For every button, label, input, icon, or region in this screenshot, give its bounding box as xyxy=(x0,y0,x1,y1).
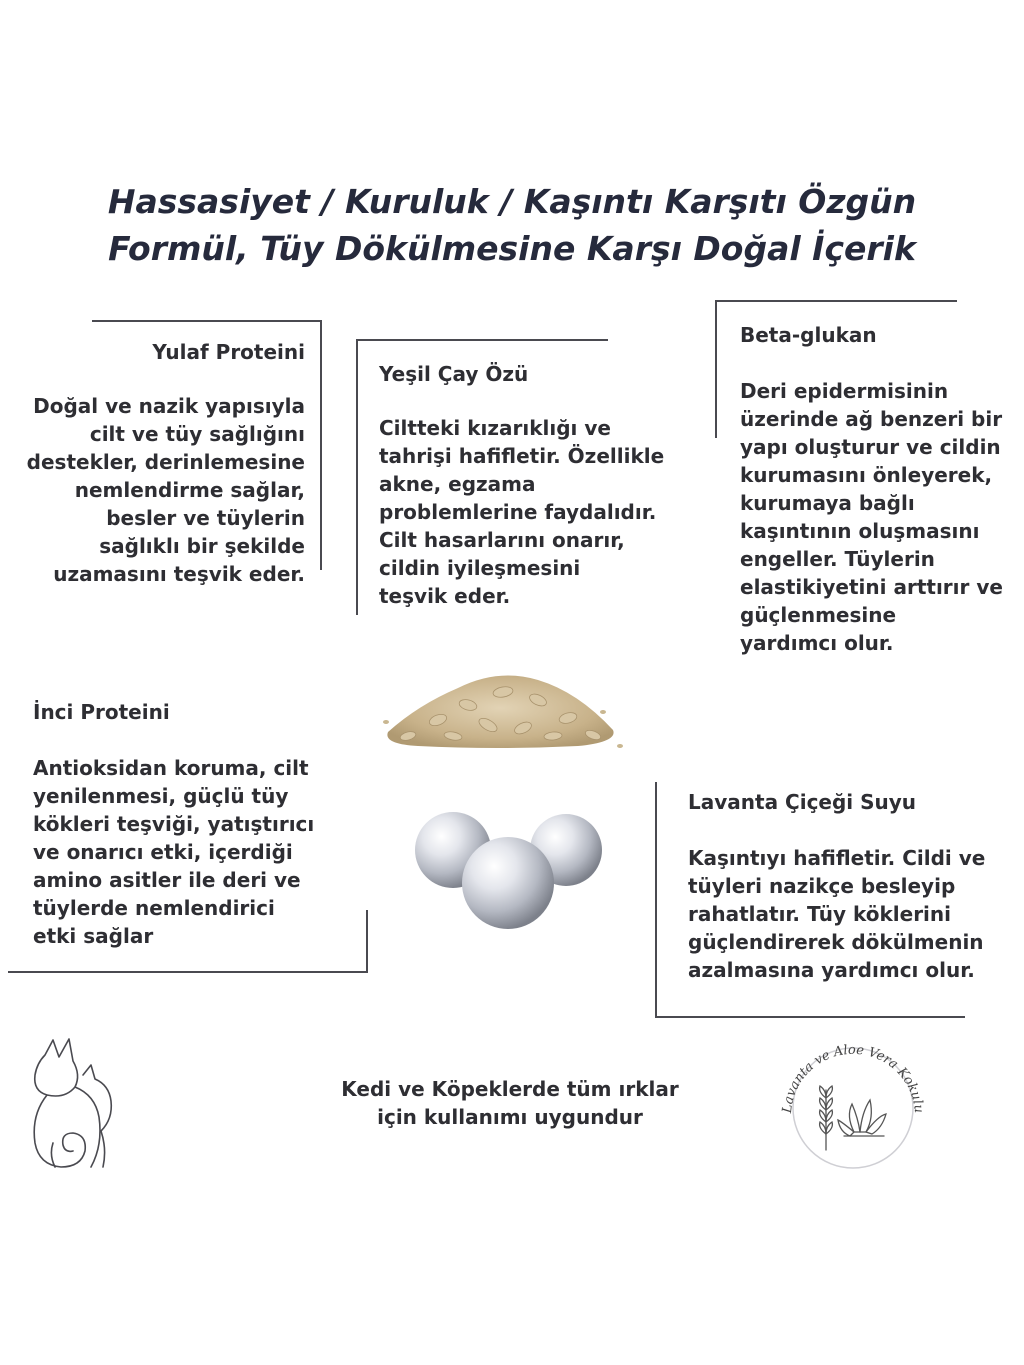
inci-line: Antioksidan koruma, cilt xyxy=(33,756,309,780)
beta-section xyxy=(740,323,1003,657)
lavanta-line: Kaşıntıyı hafifletir. Cildi ve xyxy=(688,846,986,870)
badge-text: Lavanta ve Aloe Vera Kokulu xyxy=(779,1042,927,1114)
yesil-cay-line: teşvik eder. xyxy=(379,584,511,608)
cat-dog-line-icon xyxy=(25,1035,125,1175)
lavanta-line: güçlendirerek dökülmenin xyxy=(688,930,984,954)
footer-line-1: Kedi ve Köpeklerde tüm ırklar xyxy=(341,1077,679,1101)
yesil-cay-line: Ciltteki kızarıklığı ve xyxy=(379,416,611,440)
lavanta-section xyxy=(688,790,985,984)
lavanta-line: rahatlatır. Tüy köklerini xyxy=(688,902,952,926)
inci-line: kökleri teşviği, yatıştırıcı xyxy=(33,812,315,836)
yesil-cay-heading: Yeşil Çay Özü xyxy=(379,362,529,386)
yesil-cay-line: akne, egzama xyxy=(379,472,536,496)
pearls-icon xyxy=(408,805,608,935)
title-line-1: Hassasiyet / Kuruluk / Kaşıntı Karşıtı Özgün xyxy=(107,182,917,221)
inci-heading: İnci Proteini xyxy=(33,700,170,724)
yulaf-line: destekler, derinlemesine xyxy=(26,450,305,474)
footer-note xyxy=(300,1075,720,1131)
inci-line: tüylerde nemlendirici xyxy=(33,896,275,920)
beta-line: elastikiyetini arttırır ve xyxy=(740,575,1003,599)
title-line-2: Formül, Tüy Dökülmesine Karşı Doğal İçerik xyxy=(108,229,916,268)
inci-bottom-line xyxy=(8,971,368,973)
yulaf-section xyxy=(0,340,305,588)
yulaf-heading: Yulaf Proteini xyxy=(152,340,305,364)
lavender-aloe-badge-icon xyxy=(778,1030,928,1180)
beta-top-line xyxy=(715,300,957,302)
lavanta-line: tüyleri nazikçe besleyip xyxy=(688,874,956,898)
lavanta-left-line xyxy=(655,782,657,1018)
aloe-icon xyxy=(849,1104,860,1132)
yulaf-line: nemlendirme sağlar, xyxy=(74,478,305,502)
beta-line: kurumasını önleyerek, xyxy=(740,463,993,487)
oat-flakes-icon xyxy=(378,650,628,750)
yulaf-line: uzamasını teşvik eder. xyxy=(53,562,305,586)
beta-line: yardımcı olur. xyxy=(740,631,894,655)
yesil-cay-line: tahrişi hafifletir. Özellikle xyxy=(379,444,665,468)
beta-line: engeller. Tüylerin xyxy=(740,547,935,571)
yesil-cay-top-line xyxy=(356,339,608,341)
lavanta-line: azalmasına yardımcı olur. xyxy=(688,958,975,982)
beta-left-line xyxy=(715,300,717,438)
beta-line: kaşıntının oluşmasını xyxy=(740,519,980,543)
yulaf-line: Doğal ve nazik yapısıyla xyxy=(33,394,305,418)
yulaf-line: cilt ve tüy sağlığını xyxy=(89,422,305,446)
inci-right-line xyxy=(366,910,368,973)
inci-line: etki sağlar xyxy=(33,924,154,948)
yesil-cay-line: cildin iyileşmesini xyxy=(379,556,581,580)
beta-heading: Beta-glukan xyxy=(740,323,877,347)
beta-line: yapı oluşturur ve cildin xyxy=(740,435,1001,459)
yesil-cay-line: Cilt hasarlarını onarır, xyxy=(379,528,625,552)
inci-section xyxy=(33,700,314,950)
yesil-cay-section xyxy=(379,362,664,610)
yulaf-line: besler ve tüylerin xyxy=(106,506,305,530)
page-title xyxy=(0,178,1024,272)
beta-body xyxy=(740,377,1003,657)
beta-line: Deri epidermisinin xyxy=(740,379,949,403)
yesil-cay-body xyxy=(379,414,664,610)
lavanta-bottom-line xyxy=(655,1016,965,1018)
yulaf-body xyxy=(0,392,305,588)
beta-line: üzerinde ağ benzeri bir xyxy=(740,407,1003,431)
footer-line-2: için kullanımı uygundur xyxy=(377,1105,643,1129)
lavanta-body xyxy=(688,844,985,984)
inci-line: ve onarıcı etki, içerdiği xyxy=(33,840,293,864)
yesil-cay-left-line xyxy=(356,339,358,615)
yesil-cay-line: problemlerine faydalıdır. xyxy=(379,500,657,524)
yulaf-top-line xyxy=(92,320,322,322)
yulaf-right-line xyxy=(320,320,322,570)
inci-line: yenilenmesi, güçlü tüy xyxy=(33,784,289,808)
inci-body xyxy=(33,754,314,950)
beta-line: güçlenmesine xyxy=(740,603,897,627)
lavanta-heading: Lavanta Çiçeği Suyu xyxy=(688,790,917,814)
inci-line: amino asitler ile deri ve xyxy=(33,868,301,892)
yulaf-line: sağlıklı bir şekilde xyxy=(99,534,305,558)
beta-line: kurumaya bağlı xyxy=(740,491,915,515)
